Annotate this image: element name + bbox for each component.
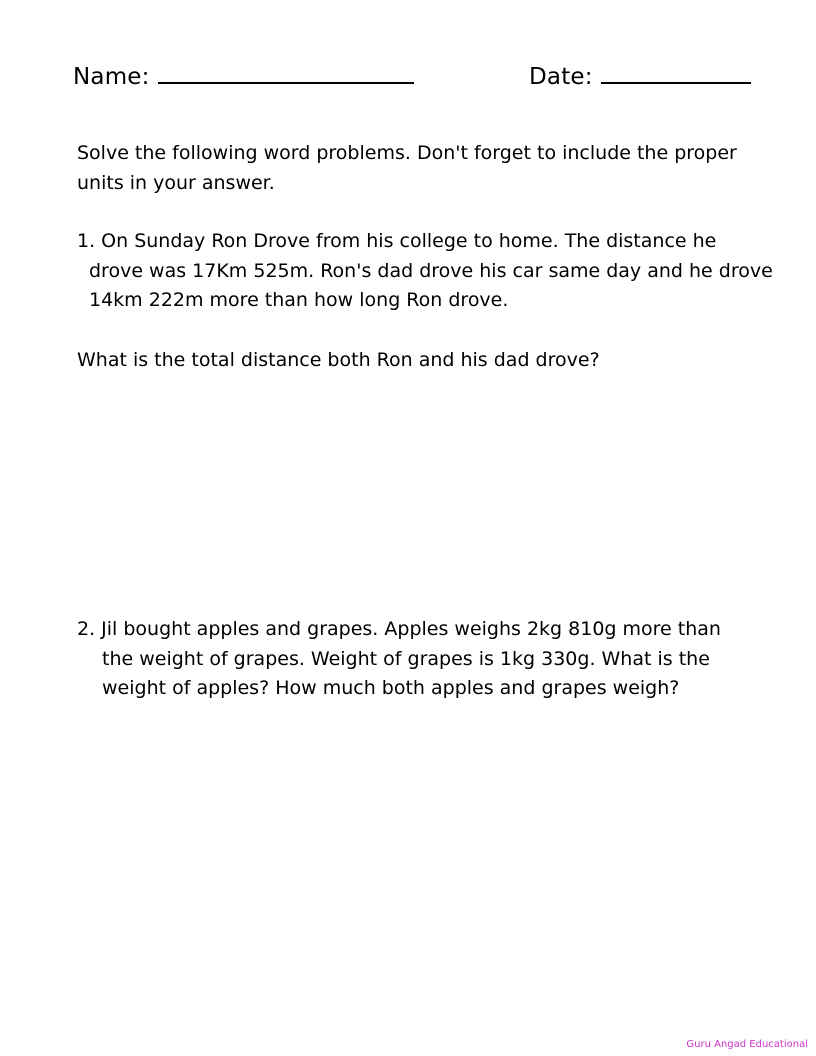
problem-1-question-text: What is the total distance both Ron and his dad drove? [77, 349, 600, 371]
instructions-line: units in your answer. [77, 171, 275, 194]
problem-1-line: 14km 222m more than how long Ron drove. [89, 289, 509, 311]
name-field [73, 60, 414, 90]
date-label: Date: [529, 64, 593, 90]
problem-2 [77, 615, 721, 704]
problem-1 [77, 227, 773, 316]
name-label: Name: [73, 64, 150, 90]
problem-1-question [77, 346, 600, 376]
name-blank-line[interactable] [158, 60, 414, 84]
problem-2-line: the weight of grapes. Weight of grapes is 1kg 330g. What is the [102, 647, 710, 670]
problem-2-line: weight of apples? How much both apples and grapes weigh? [102, 677, 680, 699]
date-blank-line[interactable] [601, 60, 751, 84]
instructions-line: Solve the following word problems. Don't forget to include the proper [77, 142, 737, 164]
date-field [529, 60, 751, 90]
problem-2-line: 2. Jil bought apples and grapes. Apples weighs 2kg 810g more than [77, 618, 721, 640]
instructions [77, 139, 737, 198]
footer-credit: Guru Angad Educational [686, 1039, 808, 1050]
problem-1-line: drove was 17Km 525m. Ron's dad drove his car same day and he drove [89, 259, 773, 282]
problem-1-line: 1. On Sunday Ron Drove from his college to home. The distance he [77, 230, 717, 252]
